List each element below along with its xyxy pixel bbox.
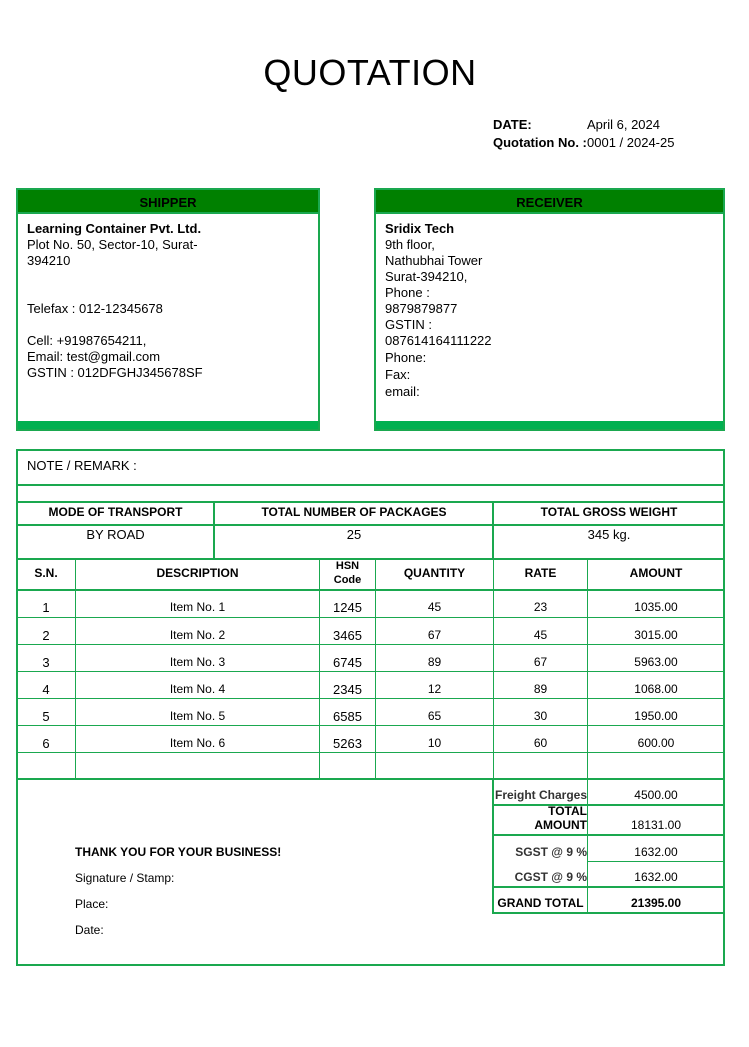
- header-sn: S.N.: [34, 566, 58, 580]
- row-hsn: 2345: [333, 682, 362, 697]
- header-amount: AMOUNT: [629, 566, 683, 580]
- signature-label: Signature / Stamp:: [75, 871, 175, 885]
- shipper-header: SHIPPER: [18, 190, 318, 214]
- row-quantity: 12: [427, 682, 442, 696]
- row-amount: 3015.00: [634, 628, 678, 642]
- row-description: Item No. 3: [169, 655, 226, 669]
- sgst-label: SGST @ 9 %: [515, 845, 587, 859]
- row-hsn: 5263: [333, 736, 362, 751]
- quotation-number-label: Quotation No. :: [493, 135, 587, 150]
- transport-weight-value: 345 kg.: [587, 527, 631, 542]
- place-label: Place:: [75, 897, 109, 911]
- row-rate: 67: [533, 655, 548, 669]
- receiver-box: [374, 188, 725, 431]
- total-amount-label-line-1: TOTAL: [548, 804, 587, 818]
- transport-mode-header: MODE OF TRANSPORT: [48, 505, 183, 519]
- cgst-label: CGST @ 9 %: [514, 870, 587, 884]
- shipper-name: Learning Container Pvt. Ltd.: [27, 221, 202, 236]
- row-description: Item No. 5: [169, 709, 226, 723]
- header-rate: RATE: [524, 566, 557, 580]
- row-hsn: 1245: [333, 600, 362, 615]
- shipper-telefax: Telefax : 012-12345678: [27, 301, 163, 316]
- row-rate: 60: [533, 736, 548, 750]
- note-label: NOTE / REMARK :: [27, 458, 137, 473]
- row-amount: 5963.00: [634, 655, 678, 669]
- date-value: April 6, 2024: [587, 117, 660, 132]
- shipper-cell: Cell: +91987654211,: [27, 333, 147, 348]
- receiver-line: 9th floor,: [385, 237, 435, 252]
- row-sn: 1: [42, 600, 50, 615]
- shipper-gstin: GSTIN : 012DFGHJ345678SF: [27, 365, 203, 380]
- receiver-line: Fax:: [385, 367, 411, 382]
- row-rate: 89: [533, 682, 548, 696]
- row-amount: 1068.00: [634, 682, 678, 696]
- freight-charges-value: 4500.00: [634, 788, 678, 802]
- row-quantity: 65: [427, 709, 442, 723]
- row-amount: 600.00: [637, 736, 675, 750]
- total-amount-value: 18131.00: [630, 818, 682, 832]
- thank-you-message: THANK YOU FOR YOUR BUSINESS!: [75, 845, 282, 859]
- sgst-value: 1632.00: [634, 845, 678, 859]
- header-hsn-line-2: Code: [333, 574, 362, 586]
- row-rate: 23: [533, 600, 548, 614]
- row-rate: 30: [533, 709, 548, 723]
- row-sn: 3: [42, 655, 50, 670]
- receiver-line: Nathubhai Tower: [385, 253, 483, 268]
- row-hsn: 6745: [333, 655, 362, 670]
- row-description: Item No. 2: [169, 628, 226, 642]
- receiver-line: Phone :: [385, 285, 430, 300]
- quotation-number-value: 0001 / 2024-25: [587, 135, 675, 150]
- grand-total-value: 21395.00: [630, 896, 682, 910]
- row-description: Item No. 4: [169, 682, 226, 696]
- cgst-value: 1632.00: [634, 870, 678, 884]
- row-sn: 5: [42, 709, 50, 724]
- row-quantity: 67: [427, 628, 442, 642]
- header-description: DESCRIPTION: [156, 566, 239, 580]
- row-amount: 1950.00: [634, 709, 678, 723]
- shipper-footer-bar: [18, 421, 318, 429]
- row-amount: 1035.00: [634, 600, 678, 614]
- transport-weight-header: TOTAL GROSS WEIGHT: [540, 505, 678, 519]
- shipper-box: [16, 188, 320, 431]
- header-hsn-code: [320, 559, 375, 587]
- shipper-address-line-2: 394210: [27, 253, 71, 268]
- header-quantity: QUANTITY: [403, 566, 466, 580]
- shipper-email: Email: test@gmail.com: [27, 349, 161, 364]
- transport-mode-value: BY ROAD: [86, 527, 145, 542]
- row-quantity: 45: [427, 600, 442, 614]
- receiver-name: Sridix Tech: [385, 221, 455, 236]
- row-rate: 45: [533, 628, 548, 642]
- receiver-line: 087614164111222: [385, 333, 492, 348]
- row-sn: 2: [42, 628, 50, 643]
- header-hsn-line-1: HSN: [335, 560, 360, 572]
- freight-charges-label: Freight Charges: [494, 788, 587, 802]
- shipper-address-line-1: Plot No. 50, Sector-10, Surat-: [27, 237, 198, 252]
- row-sn: 6: [42, 736, 50, 751]
- date-footer-label: Date:: [75, 923, 104, 937]
- receiver-header: RECEIVER: [376, 190, 723, 214]
- grand-total-label: GRAND TOTAL: [497, 896, 584, 910]
- date-label: DATE:: [493, 117, 532, 132]
- row-sn: 4: [42, 682, 50, 697]
- total-amount-label: [494, 804, 587, 832]
- row-quantity: 10: [427, 736, 442, 750]
- receiver-line: Surat-394210,: [385, 269, 468, 284]
- row-description: Item No. 6: [169, 736, 226, 750]
- receiver-line: email:: [385, 384, 420, 399]
- receiver-footer-bar: [376, 421, 723, 429]
- receiver-line: 9879879877: [385, 301, 458, 316]
- transport-packages-value: 25: [346, 527, 362, 542]
- row-hsn: 3465: [333, 628, 362, 643]
- row-description: Item No. 1: [169, 600, 226, 614]
- total-amount-label-line-2: AMOUNT: [534, 818, 587, 832]
- transport-packages-header: TOTAL NUMBER OF PACKAGES: [261, 505, 447, 519]
- document-title: QUOTATION: [263, 52, 477, 93]
- receiver-line: GSTIN :: [385, 317, 432, 332]
- receiver-line: Phone:: [385, 350, 427, 365]
- row-hsn: 6585: [333, 709, 362, 724]
- row-quantity: 89: [427, 655, 442, 669]
